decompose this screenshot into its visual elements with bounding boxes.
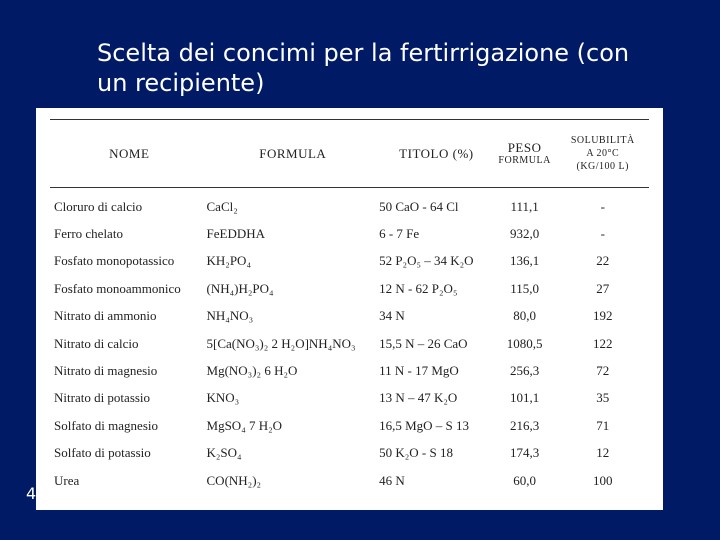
cell-nome: Fosfato monoammonico (54, 280, 181, 296)
cell-solubilita: - (600, 198, 605, 214)
cell-formula: Mg(NO₃)₂ 6 H₂O (206, 363, 298, 379)
cell-formula: 5[Ca(NO₃)₂ 2 H₂O]NH₄NO₃ (206, 335, 356, 351)
cell-peso: 932,0 (509, 226, 540, 242)
cell-formula: FeEDDHA (206, 226, 266, 242)
cell-solubilita: - (600, 226, 605, 242)
cell-formula: KNO₃ (206, 390, 240, 406)
cell-solubilita: 12 (596, 445, 610, 461)
cell-peso: 1080,5 (506, 335, 543, 351)
cell-nome: Ferro chelato (54, 226, 123, 242)
cell-peso: 111,1 (510, 198, 539, 214)
cell-peso: 60,0 (513, 472, 536, 488)
cell-titolo: 34 N (379, 308, 405, 324)
cell-peso: 174,3 (509, 445, 540, 461)
cell-nome: Urea (54, 472, 80, 488)
table-row (52, 412, 650, 439)
cell-titolo: 15,5 N – 26 CaO (379, 335, 468, 351)
header-formula: FORMULA (259, 146, 327, 161)
cell-peso: 136,1 (509, 253, 540, 269)
cell-peso: 101,1 (509, 390, 540, 406)
header-peso: PESO FORMULA (498, 139, 551, 166)
page-number: 4 (26, 484, 37, 503)
table-row (52, 385, 650, 412)
cell-titolo: 16,5 MgO – S 13 (379, 417, 470, 433)
cell-formula: NH₄NO₃ (206, 308, 254, 324)
table-row (52, 357, 650, 384)
cell-peso: 216,3 (509, 417, 540, 433)
cell-nome: Cloruro di calcio (54, 198, 143, 214)
header-titolo: TITOLO (%) (399, 146, 474, 161)
table-row (52, 275, 650, 302)
cell-solubilita: 192 (593, 308, 613, 324)
cell-nome: Solfato di magnesio (54, 417, 158, 433)
cell-nome: Nitrato di calcio (54, 335, 139, 351)
cell-formula: MgSO₄ 7 H₂O (206, 417, 283, 433)
cell-titolo: 6 - 7 Fe (379, 226, 420, 242)
cell-formula: KH₂PO₄ (206, 253, 251, 269)
cell-formula: (NH₄)H₂PO₄ (206, 280, 274, 296)
slide-title: Scelta dei concimi per la fertirrigazione (con un recipiente) (97, 39, 630, 97)
cell-formula: CaCl₂ (206, 198, 238, 214)
cell-titolo: 11 N - 17 MgO (379, 363, 459, 379)
cell-solubilita: 72 (596, 363, 610, 379)
cell-peso: 256,3 (509, 363, 540, 379)
cell-peso: 115,0 (510, 280, 539, 296)
cell-titolo: 52 P₂O₅ – 34 K₂O (379, 253, 474, 269)
header-nome: NOME (109, 146, 150, 161)
cell-solubilita: 27 (596, 280, 610, 296)
table-row (52, 440, 650, 467)
table-row (52, 248, 650, 275)
fertilizer-table (52, 120, 650, 494)
cell-titolo: 46 N (379, 472, 405, 488)
cell-formula: K₂SO₄ (206, 445, 242, 461)
cell-nome: Fosfato monopotassico (54, 253, 175, 269)
cell-solubilita: 100 (593, 472, 613, 488)
cell-formula: CO(NH₂)₂ (206, 472, 262, 488)
cell-nome: Nitrato di ammonio (54, 308, 157, 324)
fertilizer-table-image (36, 108, 663, 510)
cell-solubilita: 71 (596, 417, 610, 433)
table-row (52, 330, 650, 357)
table-row (52, 303, 650, 330)
table-header-row (52, 120, 650, 187)
cell-peso: 80,0 (513, 308, 536, 324)
cell-titolo: 50 K₂O - S 18 (379, 445, 453, 461)
table-row (52, 220, 650, 247)
cell-nome: Nitrato di magnesio (54, 363, 158, 379)
cell-solubilita: 22 (596, 253, 610, 269)
cell-nome: Solfato di potassio (54, 445, 151, 461)
table-row (52, 193, 650, 220)
table-row (52, 467, 650, 494)
cell-titolo: 12 N - 62 P₂O₅ (379, 280, 458, 296)
cell-nome: Nitrato di potassio (54, 390, 151, 406)
header-solubilita: SOLUBILITÀ A 20°C (KG/100 L) (570, 135, 635, 172)
cell-titolo: 50 CaO - 64 Cl (379, 198, 459, 214)
cell-titolo: 13 N – 47 K₂O (379, 390, 458, 406)
cell-solubilita: 122 (593, 335, 613, 351)
cell-solubilita: 35 (596, 390, 610, 406)
